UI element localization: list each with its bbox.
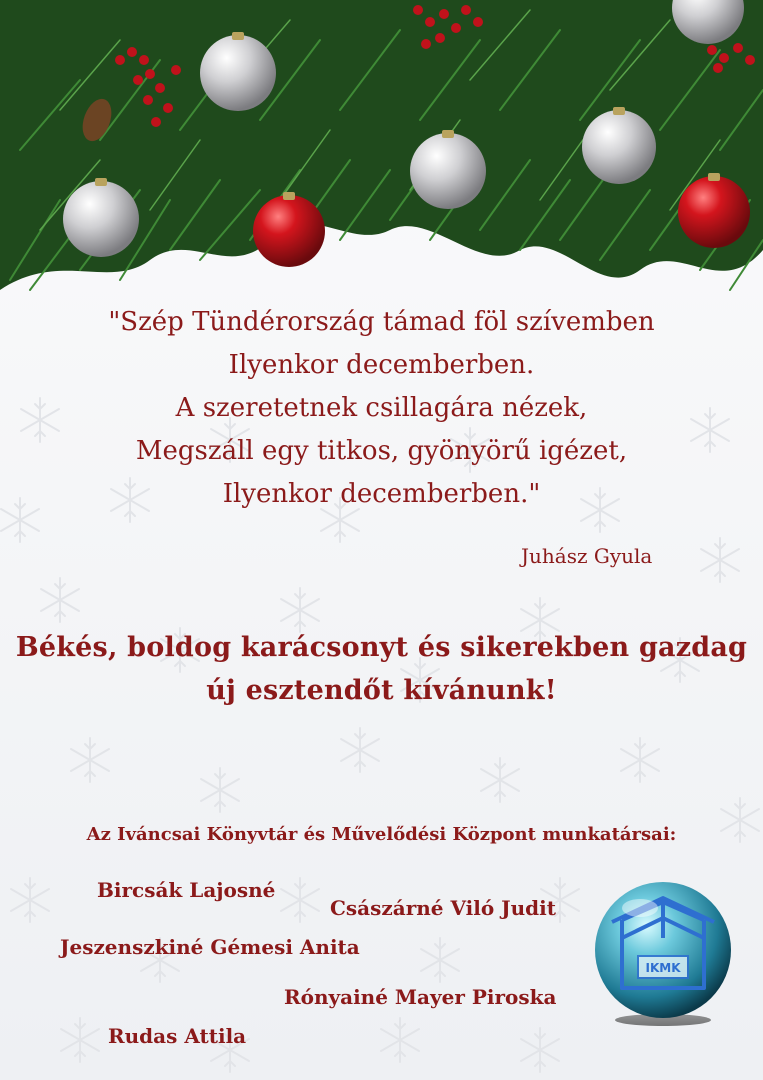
staff-name: Rónyainé Mayer Piroska (284, 985, 557, 1009)
greeting-line-1: Békés, boldog karácsonyt és sikerekben gazdag (15, 632, 748, 663)
staff-name: Bircsák Lajosné (97, 878, 276, 902)
poem-line-3: A szeretetnek csillagára nézek, (175, 393, 588, 423)
poem-line-2: Ilyenkor decemberben. (228, 350, 535, 380)
greeting-line-2: új esztendőt kívánunk! (206, 675, 557, 706)
ikmk-logo (588, 878, 738, 1028)
staff-name: Rudas Attila (108, 1024, 247, 1048)
poem-author: Juhász Gyula (521, 544, 653, 568)
poem-line-5: Ilyenkor decemberben." (222, 479, 541, 509)
poem-line-4: Megszáll egy titkos, gyönyörű igézet, (135, 436, 628, 466)
pine-garland-decoration (0, 0, 763, 320)
staff-title: Az Iváncsai Könyvtár és Művelődési Központ munkatársai: (86, 824, 677, 845)
staff-name: Császárné Viló Judit (330, 896, 556, 920)
logo-text: IKMK (645, 961, 681, 975)
poem-line-1: "Szép Tündérország támad föl szívemben (108, 307, 655, 337)
staff-name: Jeszenszkiné Gémesi Anita (60, 935, 360, 959)
